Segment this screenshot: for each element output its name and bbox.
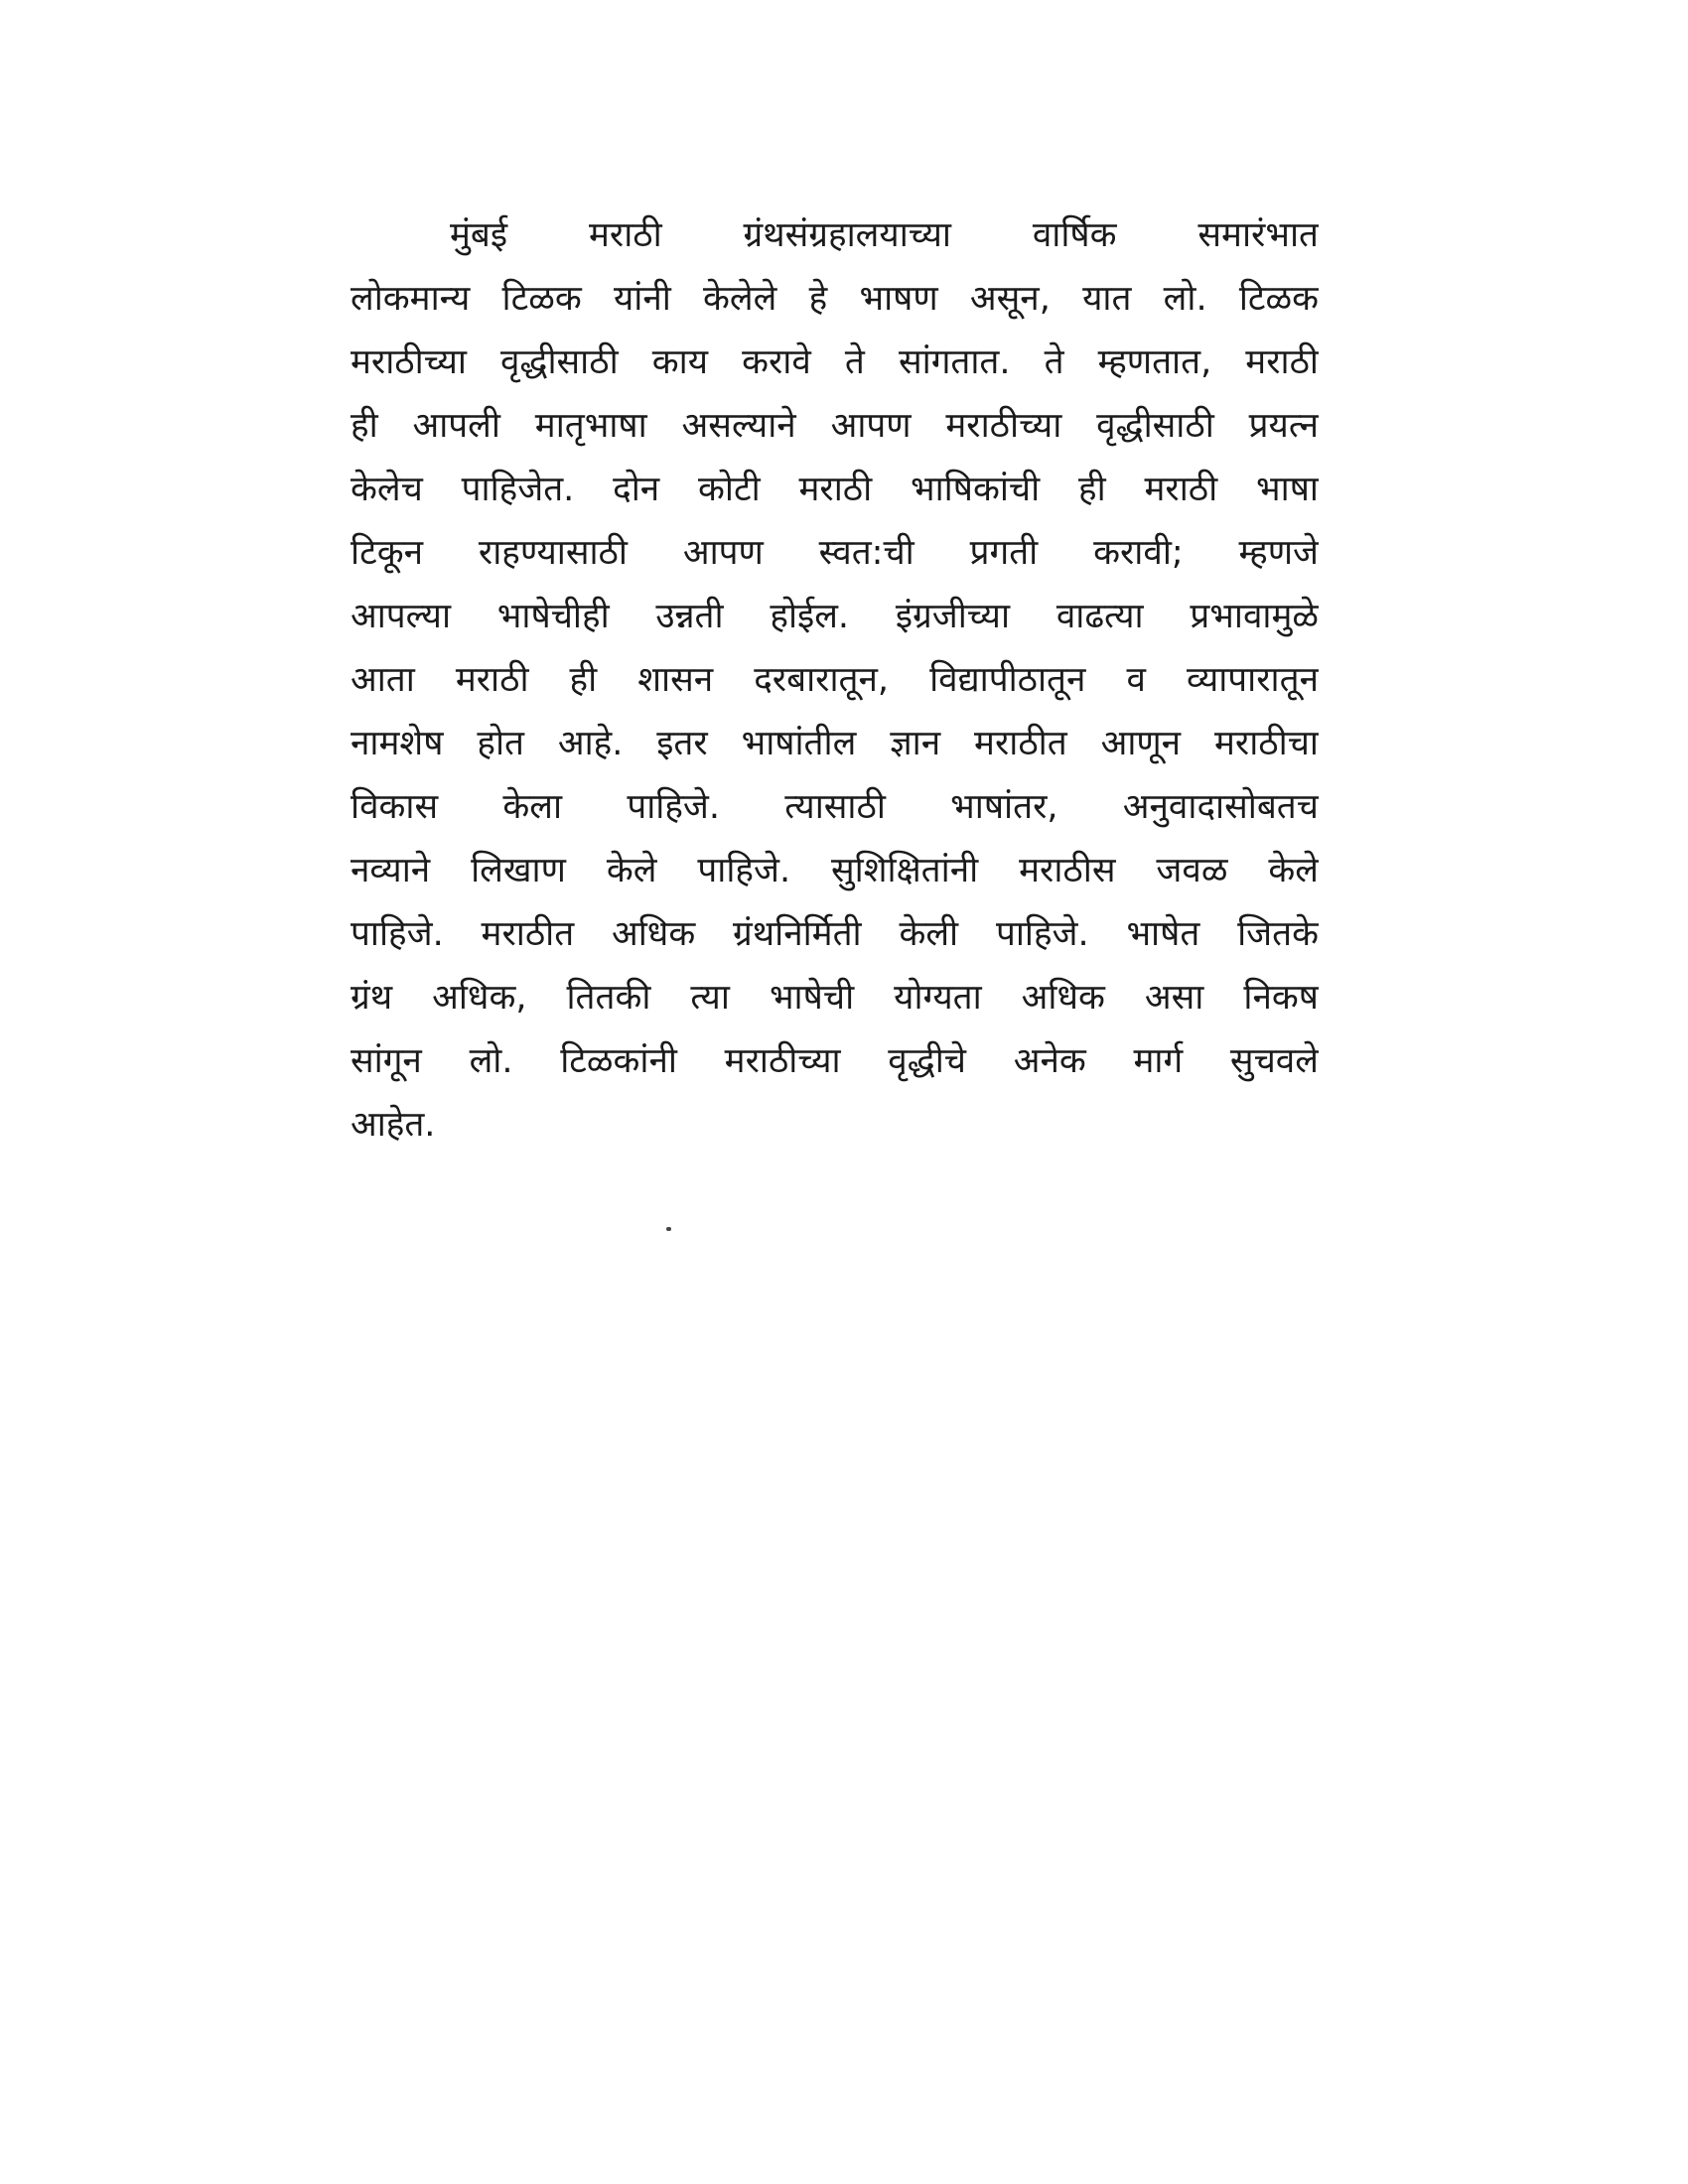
paragraph-line: नव्याने लिखाण केले पाहिजे. सुशिक्षितांनी मराठीस जवळ केले xyxy=(351,851,1319,890)
paragraph-line: केलेच पाहिजेत. दोन कोटी मराठी भाषिकांची ही मराठी भाषा xyxy=(351,470,1319,509)
paragraph-line: मुंबई मराठी ग्रंथसंग्रहालयाच्या वार्षिक समारंभात xyxy=(450,215,1319,255)
paragraph-line: पाहिजे. मराठीत अधिक ग्रंथनिर्मिती केली पाहिजे. भाषेत जितके xyxy=(351,914,1319,954)
scan-speck xyxy=(666,1227,671,1231)
paragraph-line: टिकून राहण्यासाठी आपण स्वत:ची प्रगती करावी; म्हणजे xyxy=(351,533,1319,573)
paragraph-line: सांगून लो. टिळकांनी मराठीच्या वृद्धीचे अनेक मार्ग सुचवले xyxy=(351,1041,1319,1081)
paragraph-line: आहेत. xyxy=(351,1105,436,1145)
summary-paragraph xyxy=(351,204,1319,1157)
paragraph-line: आता मराठी ही शासन दरबारातून, विद्यापीठातून व व्यापारातून xyxy=(351,660,1319,700)
paragraph-line: नामशेष होत आहे. इतर भाषांतील ज्ञान मराठीत आणून मराठीचा xyxy=(351,724,1319,763)
paragraph-line: ग्रंथ अधिक, तितकी त्या भाषेची योग्यता अधिक असा निकष xyxy=(351,978,1319,1018)
paragraph-line: मराठीच्या वृद्धीसाठी काय करावे ते सांगतात. ते म्हणतात, मराठी xyxy=(351,342,1319,382)
paragraph-line: लोकमान्य टिळक यांनी केलेले हे भाषण असून, यात लो. टिळक xyxy=(351,279,1319,319)
paragraph-line: ही आपली मातृभाषा असल्याने आपण मराठीच्या वृद्धीसाठी प्रयत्न xyxy=(351,406,1319,446)
paragraph-line: आपल्या भाषेचीही उन्नती होईल. इंग्रजीच्या वाढत्या प्रभावामुळे xyxy=(351,597,1319,636)
paragraph-line: विकास केला पाहिजे. त्यासाठी भाषांतर, अनुवादासोबतच xyxy=(351,787,1319,827)
